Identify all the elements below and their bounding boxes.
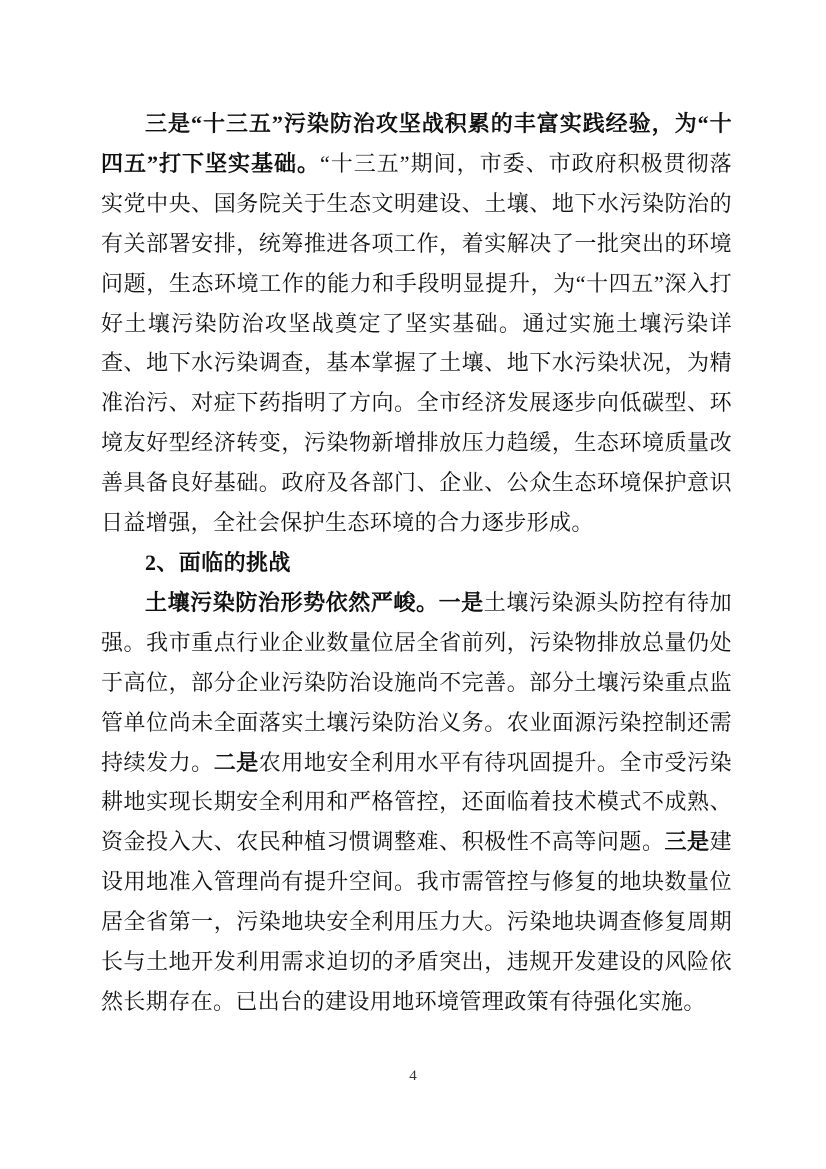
paragraph-challenges (101, 583, 732, 1022)
paragraph-experience-lead: 三是“十三五”污染防治攻坚战积累的丰富实践经验，为“十四五”打下坚实基础。 (101, 111, 732, 176)
document-body (101, 104, 732, 1022)
paragraph-experience-text: “十三五”期间，市委、市政府积极贯彻落实党中央、国务院关于生态文明建设、土壤、地下水污染防治的有关部署安排，统筹推进各项工作，着实解决了一批突出的环境问题，生态环境工作的能力和手段明显提升，为“十四五”深入打好土壤污染防治攻坚战奠定了坚实基础。通过实施土壤污染详查、地下水污染调查，基本掌握了土壤、地下水污染状况，为精准治污、对症下药指明了方向。全市经济发展逐步向低碳型、环境友好型经济转变，污染物新增排放压力趋缓，生态环境质量改善具备良好基础。政府及各部门、企业、公众生态环境保护意识日益增强，全社会保护生态环境的合力逐步形成。 (101, 150, 732, 536)
challenges-point-three-marker: 三是 (664, 829, 710, 855)
challenges-lead-bold: 土壤污染防治形势依然严峻。一是 (145, 589, 484, 615)
challenges-point-two-text: 农用地安全利用水平有待巩固提升。全市受污染耕地实现长期安全利用和严格管控，还面临着技术模式不成熟、资金投入大、农民种植习惯调整难、积极性不高等问题。 (101, 749, 732, 855)
challenges-point-three-text: 建设用地准入管理尚有提升空间。我市需管控与修复的地块数量位居全省第一，污染地块安全利用压力大。污染地块调查修复周期长与土地开发利用需求迫切的矛盾突出，违规开发建设的风险依然长期存在。已出台的建设用地环境管理政策有待强化实施。 (101, 829, 732, 1014)
section-heading-challenges: 2、面临的挑战 (145, 549, 291, 575)
paragraph-experience (101, 104, 732, 543)
page-number: 4 (409, 1068, 417, 1084)
challenges-point-one-text: 土壤污染源头防控有待加强。我市重点行业企业数量位居全省前列，污染物排放总量仍处于高位，部分企业污染防治设施尚不完善。部分土壤污染重点监管单位尚未全面落实土壤污染防治义务。农业面源污染控制还需持续发力。 (101, 589, 732, 775)
challenges-point-two-marker: 二是 (213, 749, 259, 775)
